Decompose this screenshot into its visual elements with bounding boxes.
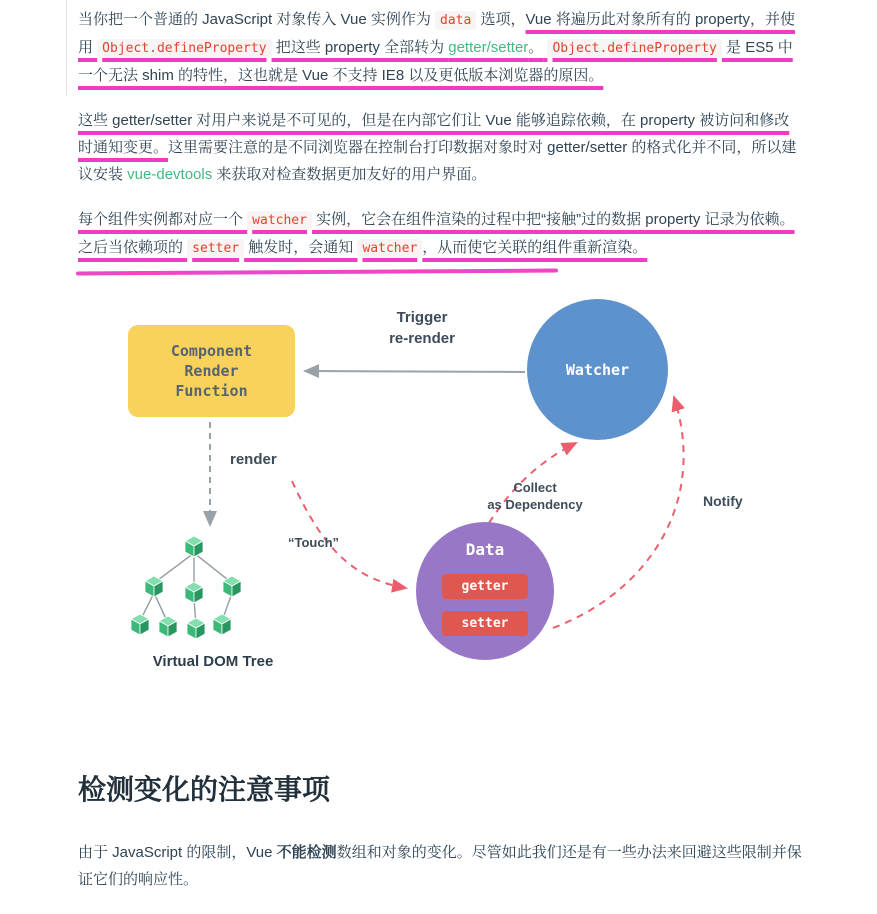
sidebar-divider xyxy=(66,0,67,96)
text-run: 每个组件实例都对应一个 xyxy=(78,211,248,228)
trigger-label-line: re-render xyxy=(389,330,455,347)
inline-code-data: data xyxy=(435,11,476,30)
trigger-rerender-arrow xyxy=(305,371,525,372)
text-run: 这些 getter/setter 对用户来说是不可见的，但是在内部它们让 Vue 能够追踪依赖，在 property 被访问和修改时通知变更。 xyxy=(78,112,790,156)
content-area-top xyxy=(0,0,877,262)
touch-label: “Touch” xyxy=(288,535,340,550)
component-box-label: Render xyxy=(184,362,239,380)
inline-code-defineproperty: Object.defineProperty xyxy=(547,39,721,58)
watcher-circle xyxy=(527,299,668,440)
text-run: 当你把一个普通的 JavaScript 对象传入 Vue 实例作为 xyxy=(78,11,435,28)
getter-pill: getter xyxy=(442,574,528,599)
inline-code-watcher: watcher xyxy=(247,211,312,230)
component-box-label: Function xyxy=(175,382,248,400)
reactivity-diagram xyxy=(0,295,877,685)
text-run: ，从而使它关联的组件重新渲染。 xyxy=(422,239,648,256)
trigger-rerender-label xyxy=(352,307,492,349)
inline-code-setter: setter xyxy=(187,239,244,258)
section-heading-change-detection-caveats: 检测变化的注意事项 xyxy=(78,774,331,805)
inline-code-watcher: watcher xyxy=(357,239,422,258)
setter-pill: setter xyxy=(442,611,528,636)
text-run: 由于 JavaScript 的限制，Vue xyxy=(78,844,277,861)
collect-label-line: Collect xyxy=(513,480,557,495)
vue-devtools-link[interactable]: vue-devtools xyxy=(127,166,213,183)
content-area-bottom xyxy=(0,773,877,893)
virtual-dom-tree-label: Virtual DOM Tree xyxy=(152,653,274,670)
text-run: 触发时，会通知 xyxy=(244,239,358,256)
paragraph-watcher xyxy=(78,206,802,262)
text-run: 是 ES5 中一个无法 shim 的特性，这也就是 Vue 不支持 IE8 以及更低版本浏览器的原因。 xyxy=(78,39,793,84)
render-label: render xyxy=(230,451,277,468)
watcher-label: Watcher xyxy=(565,360,630,379)
text-run: 。 xyxy=(528,39,544,56)
getter-setter-link[interactable]: getter/setter xyxy=(448,39,529,56)
component-box-label: Component xyxy=(170,342,253,360)
text-run: 把这些 property 全部转为 xyxy=(271,39,449,56)
collect-label-line: as Dependency xyxy=(487,497,583,512)
paragraph-change-detection xyxy=(78,839,802,893)
text-run: 实例，它会在组件渲染的过程中把“接触”过的数据 property 记录为依赖。之后当依赖项的 xyxy=(78,211,795,256)
text-run: 来获取对检查数据更加友好的用户界面。 xyxy=(212,166,487,183)
virtual-dom-tree-cubes xyxy=(131,536,241,639)
inline-code-defineproperty: Object.defineProperty xyxy=(97,39,271,58)
text-run: Vue 将遍历此对象所有的 property，并使用 xyxy=(78,11,795,56)
collect-as-dependency-label xyxy=(470,479,600,513)
trigger-label-line: Trigger xyxy=(396,309,448,326)
text-run: 数组和对象的变化。尽管如此我们还是有一些办法来回避这些限制并保证它们的响应性。 xyxy=(78,844,802,888)
data-circle xyxy=(416,522,554,660)
highlighted-text xyxy=(78,211,795,256)
component-render-function-box xyxy=(128,325,295,417)
text-run: 选项， xyxy=(476,11,526,28)
bold-cannot-detect: 不能检测 xyxy=(276,844,337,861)
paragraph-getter-setter xyxy=(78,107,802,188)
notify-label: Notify xyxy=(703,493,743,509)
paragraph-reactivity-intro xyxy=(78,0,802,89)
text-run: 这里需要注意的是不同浏览器在控制台打印数据对象时对 getter/setter 的格式化并不同，所以建议安装 xyxy=(78,139,797,183)
data-label: Data xyxy=(465,540,505,559)
